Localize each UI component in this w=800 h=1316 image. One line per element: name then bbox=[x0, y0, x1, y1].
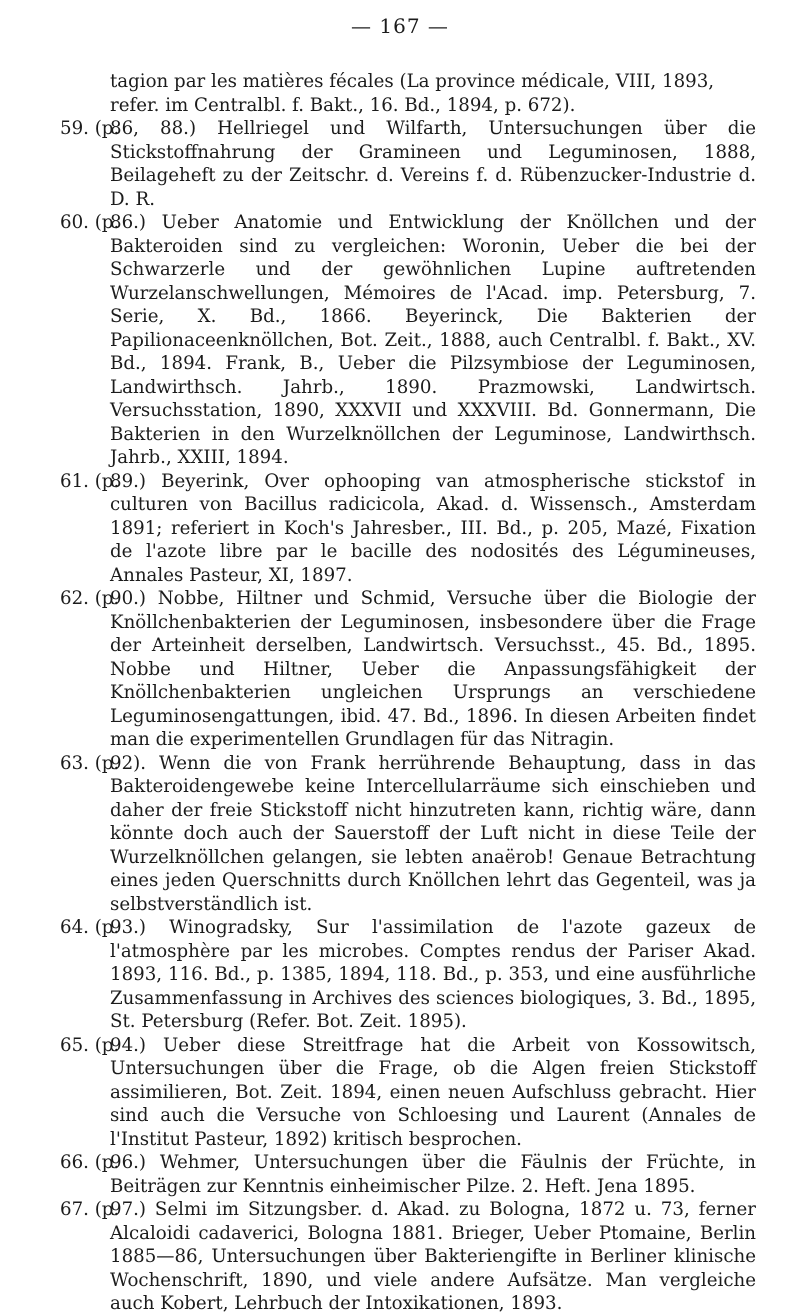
note-59 bbox=[56, 117, 756, 211]
note-label: 63. (p. bbox=[60, 752, 120, 774]
note-64 bbox=[56, 916, 756, 1034]
note-63 bbox=[56, 752, 756, 917]
note-61 bbox=[56, 470, 756, 588]
note-label: 64. (p. bbox=[60, 917, 120, 938]
note-text: 97.) Selmi im Sitzungsber. d. Akad. zu Bologna, 1872 u. 73, ferner Alcaloidi cadaverici, Bologna 1881. Brieger, Ueber Ptomaine, Berlin 1885—86, Untersuchungen über Bakteriengifte in Berliner klinische Wochenschrift, 1890, und viele andere Aufsätze. Man vergleiche auch Kobert, Lehrbuch der Intoxikationen, 1893. bbox=[110, 1199, 756, 1314]
note-text: 86.) Ueber Anatomie und Entwicklung der Knöllchen und der Bakteroiden sind zu vergleichen: Woronin, Ueber die bei der Schwarzerle und der gewöhnlichen Lupine auftretenden Wurzelanschwellungen, Mémoires de l'Acad. imp. Petersburg, 7. Serie, X. Bd., 1866. Beyerinck, Die Bakterien der Papilionaceenknöllchen, Bot. Zeit., 1888, auch Centralbl. f. Bakt., XV. Bd., 1894. Frank, B., Ueber die Pilzsymbiose der Leguminosen, Landwirthsch. Jahrb., 1890. Prazmowski, Landwirtsch. Versuchsstation, 1890, XXXVII und XXXVIII. Bd. Gonnermann, Die Bakterien in den Wurzelknöllchen der Leguminose, Landwirthsch. Jahrb., XXIII, 1894. bbox=[110, 212, 756, 468]
note-text: 89.) Beyerink, Over ophooping van atmospherische stickstof in culturen von Bacillus radicicola, Akad. d. Wissensch., Amsterdam 1891; referiert in Koch's Jahresber., III. Bd., p. 205, Mazé, Fixation de l'azote libre par le bacille des nodosités des Légumineuses, Annales Pasteur, XI, 1897. bbox=[110, 470, 756, 586]
notes-section bbox=[56, 70, 756, 1316]
note-67 bbox=[56, 1198, 756, 1316]
note-66 bbox=[56, 1151, 756, 1198]
note-label: 60. (p. bbox=[60, 212, 120, 233]
note-text: 86, 88.) Hellriegel und Wilfarth, Untersuchungen über die Stickstoffnahrung der Gramineen und Leguminosen, 1888, Beilageheft zu der Zeitschr. d. Vereins f. d. Rübenzucker-Industrie d. D. R. bbox=[110, 118, 756, 210]
note-label: 67. (p. bbox=[60, 1199, 120, 1220]
note-65 bbox=[56, 1034, 756, 1152]
note-label: 65. (p. bbox=[60, 1034, 120, 1056]
note-62 bbox=[56, 587, 756, 752]
page-number: — 167 — bbox=[351, 14, 449, 38]
continuation-text: tagion par les matières fécales (La province médicale, VIII, 1893, refer. im Centralbl. f. Bakt., 16. Bd., 1894, p. 672). bbox=[110, 71, 715, 116]
note-text: 93.) Winogradsky, Sur l'assimilation de l'azote gazeux de l'atmosphère par les microbes. Comptes rendus der Pariser Akad. 1893, 116. Bd., p. 1385, 1894, 118. Bd., p. 353, und eine ausführliche Zusammenfassung in Archives des sciences biologiques, 3. Bd., 1895, St. Petersburg (Refer. Bot. Zeit. 1895). bbox=[110, 917, 756, 1032]
note-text: 90.) Nobbe, Hiltner und Schmid, Versuche über die Biologie der Knöllchenbakterien der Leguminosen, insbesondere über die Frage der Arteinheit derselben, Landwirtsch. Versuchsst., 45. Bd., 1895. Nobbe und Hiltner, Ueber die Anpassungsfähigkeit der Knöllchenbakterien ungleichen Ursprungs an verschiedene Leguminosengattungen, ibid. 47. Bd., 1896. In diesen Arbeiten findet man die experimentellen Grundlagen für das Nitragin. bbox=[110, 588, 756, 750]
note-text: 92). Wenn die von Frank herrührende Behauptung, dass in das Bakteroidengewebe keine Intercellularräume sich einschieben und daher der freie Stickstoff nicht hinzutreten kann, richtig wäre, dann könnte doch auch der Sauerstoff der Luft nicht in diese Teile der Wurzelknöllchen gelangen, sie lebten anaërob! Genaue Betrachtung eines jeden Querschnitts durch Knöllchen lehrt das Gegenteil, was ja selbstverständlich ist. bbox=[110, 752, 756, 915]
note-label: 59. (p. bbox=[60, 118, 120, 139]
note-text: 96.) Wehmer, Untersuchungen über die Fäulnis der Früchte, in Beiträgen zur Kenntnis einheimischer Pilze. 2. Heft. Jena 1895. bbox=[110, 1152, 756, 1197]
note-text: 94.) Ueber diese Streitfrage hat die Arbeit von Kossowitsch, Untersuchungen über die Frage, ob die Algen freien Stickstoff assimilieren, Bot. Zeit. 1894, einen neuen Aufschluss gebracht. Hier sind auch die Versuche von Schloesing und Laurent (Annales de l'Institut Pasteur, 1892) kritisch besprochen. bbox=[110, 1034, 756, 1150]
note-label: 62. (p. bbox=[60, 588, 120, 609]
note-label: 61. (p. bbox=[60, 470, 120, 492]
note-60 bbox=[56, 211, 756, 470]
note-label: 66. (p. bbox=[60, 1152, 120, 1173]
